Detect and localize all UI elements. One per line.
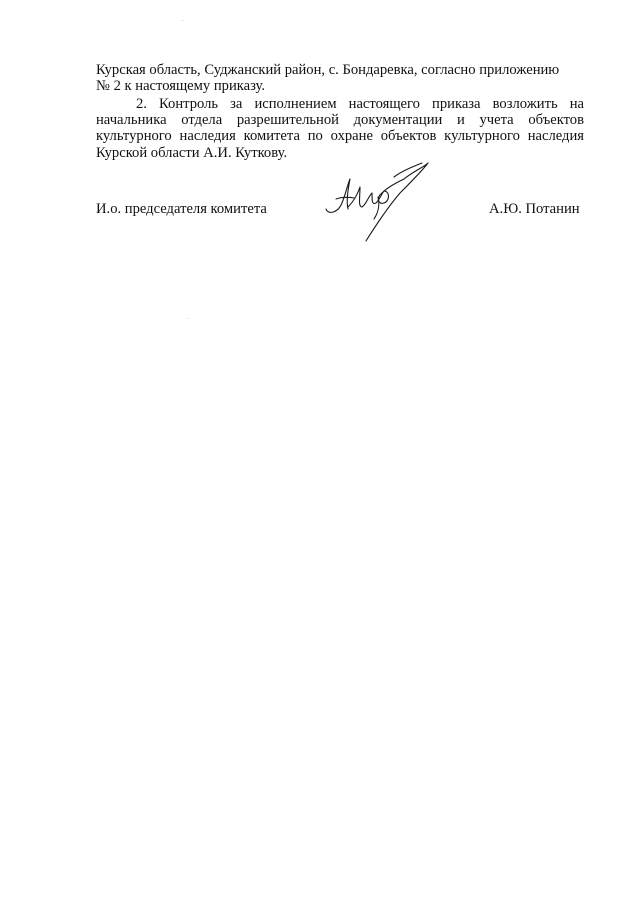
paragraph-control-clause: 2. Контроль за исполнением настоящего приказа возложить на начальника отдела разрешительной документации и учета объектов культурного наследия комитета по охране объектов культурного наследия Курской области А.И. Куткову. bbox=[96, 96, 584, 161]
scan-speck bbox=[182, 20, 183, 21]
paragraph-continuation bbox=[96, 62, 584, 94]
signatory-name: А.Ю. Потанин bbox=[489, 201, 580, 217]
handwritten-signature bbox=[318, 157, 438, 253]
paragraph-line: № 2 к настоящему приказу. bbox=[96, 78, 266, 95]
paragraph-line: Курская область, Суджанский район, с. Бондаревка, согласно приложению bbox=[96, 62, 560, 78]
signatory-position: И.о. председателя комитета bbox=[96, 201, 267, 217]
scan-speck bbox=[188, 318, 189, 319]
